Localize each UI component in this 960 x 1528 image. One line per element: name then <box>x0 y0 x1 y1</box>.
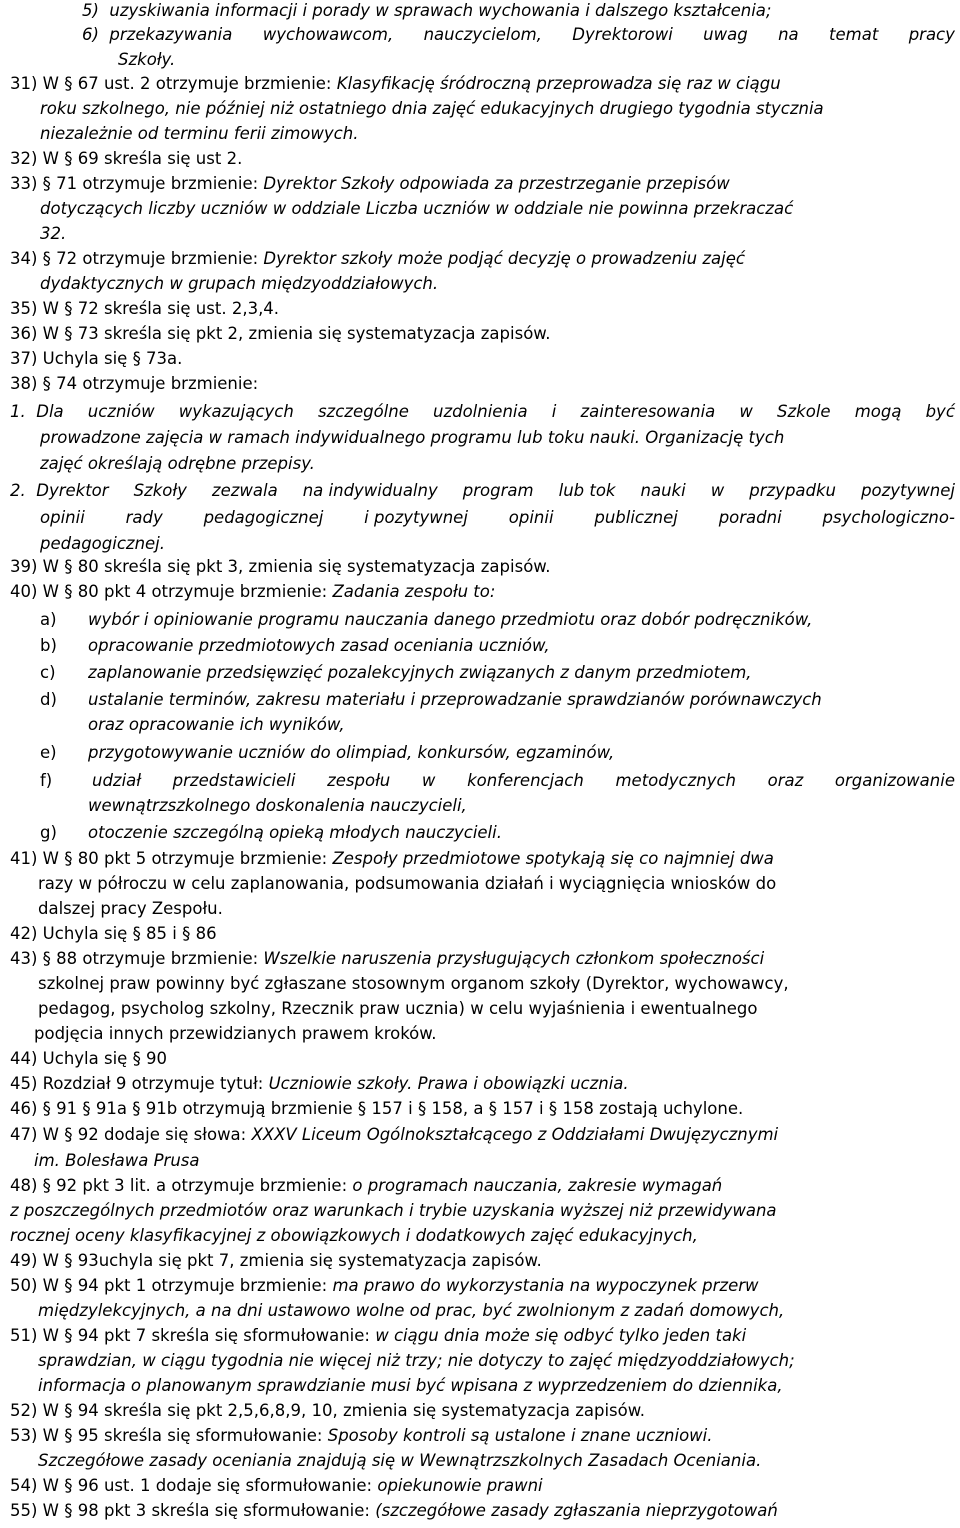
text: Szczegółowe zasady oceniania znajdują się w Wewnątrzszkolnych Zasadach Oceniania. <box>38 1451 762 1470</box>
line <box>10 1325 746 1347</box>
text: opracowanie przedmiotowych zasad oceniania uczniów, <box>88 636 550 655</box>
text: Szkoły <box>133 481 187 500</box>
text: 1. Dla <box>10 402 64 421</box>
text: ustalanie terminów, zakresu materiału i przeprowadzanie sprawdzianów porównawczych <box>88 690 822 709</box>
text: wewnątrzszkolnego doskonalenia nauczycieli, <box>88 796 467 815</box>
text: 2. Dyrektor <box>10 481 109 500</box>
text: udział <box>92 771 142 790</box>
list-item <box>40 770 955 792</box>
text: Szkole <box>777 402 831 421</box>
line <box>118 49 175 71</box>
line <box>10 348 182 370</box>
text: 35) W § 72 skreśla się ust. 2,3,4. <box>10 299 280 318</box>
text: pedagogicznej. <box>40 534 166 553</box>
text: 39) W § 80 skreśla się pkt 3, zmienia się systematyzacja zapisów. <box>10 557 551 576</box>
line <box>10 323 551 345</box>
text: na indywidualny <box>302 481 438 500</box>
line <box>38 1300 784 1322</box>
text: 42) Uchyla się § 85 i § 86 <box>10 924 217 943</box>
text: Szkoły. <box>118 50 176 69</box>
text: 40) W § 80 pkt 4 otrzymuje brzmienie: <box>10 582 333 601</box>
line <box>88 795 467 817</box>
text: w ciągu dnia może się odbyć tylko jeden taki <box>375 1326 747 1345</box>
line <box>10 1475 543 1497</box>
line <box>10 173 730 195</box>
text: rady <box>125 508 163 527</box>
text: wybór i opiniowanie programu nauczania danego przedmiotu oraz dobór podręczników, <box>88 610 813 629</box>
text: uwag <box>703 25 748 44</box>
line <box>10 298 279 320</box>
line <box>38 998 757 1020</box>
text: prowadzone zajęcia w ramach indywidualnego programu lub toku nauki. Organizację tych <box>40 428 785 447</box>
text: zezwala <box>211 481 278 500</box>
text: wychowawcom, <box>262 25 394 44</box>
text: 50) W § 94 pkt 1 otrzymuje brzmienie: <box>10 1276 333 1295</box>
line <box>10 1275 759 1297</box>
text: być <box>925 402 955 421</box>
text: o programach nauczania, zakresie wymagań <box>352 1176 723 1195</box>
line <box>10 1200 777 1222</box>
text: przedstawicieli <box>172 771 296 790</box>
line <box>34 1023 437 1045</box>
text: z poszczególnych przedmiotów oraz warunkach i trybie uzyskania wyższej niż przewidywana <box>10 1201 777 1220</box>
text: sprawdzian, w ciągu tygodnia nie więcej niż trzy; nie dotyczy to zajęć międzyoddziałowych; <box>38 1351 795 1370</box>
line <box>40 427 784 449</box>
line <box>10 1124 778 1146</box>
text: poradni <box>718 508 782 527</box>
text: opiekunowie prawni <box>377 1476 543 1495</box>
text: zespołu <box>327 771 391 790</box>
text: 46) § 91 § 91a § 91b otrzymują brzmienie § 157 i § 158, a § 157 i § 158 zostają uchylone. <box>10 1099 744 1118</box>
list-marker: e) <box>40 743 57 762</box>
text: Klasyfikację śródroczną przeprowadza się raz w ciągu <box>336 74 781 93</box>
text: konferencjach <box>467 771 584 790</box>
list-marker: c) <box>40 663 56 682</box>
text: dydaktycznych w grupach międzyoddziałowych. <box>40 274 439 293</box>
text: Zespoły przedmiotowe spotykają się co najmniej dwa <box>332 849 774 868</box>
line <box>10 923 217 945</box>
text: 6) przekazywania <box>82 25 233 44</box>
line <box>40 273 438 295</box>
line <box>88 714 345 736</box>
line <box>38 1375 783 1397</box>
text: Wszelkie naruszenia przysługujących członkom społeczności <box>263 949 765 968</box>
text: 52) W § 94 skreśla się pkt 2,5,6,8,9, 10, zmienia się systematyzacja zapisów. <box>10 1401 645 1420</box>
line <box>10 1425 713 1447</box>
line <box>10 73 781 95</box>
line <box>10 248 745 270</box>
text: na <box>778 25 799 44</box>
text: i <box>551 402 557 421</box>
text: pedagogicznej <box>203 508 324 527</box>
line <box>10 948 764 970</box>
line <box>40 223 66 245</box>
text: 34) § 72 otrzymuje brzmienie: <box>10 249 264 268</box>
line <box>10 1073 629 1095</box>
text: nauczycielom, <box>423 25 542 44</box>
text: rocznej oceny klasyfikacyjnej z obowiązkowych i dodatkowych zajęć edukacyjnych, <box>10 1226 698 1245</box>
text: roku szkolnego, nie później niż ostatniego dnia zajęć edukacyjnych drugiego tygodnia stycznia <box>40 99 824 118</box>
text: pozytywnej <box>861 481 955 500</box>
text: 51) W § 94 pkt 7 skreśla się sformułowanie: <box>10 1326 376 1345</box>
text: organizowanie <box>834 771 955 790</box>
line <box>38 873 776 895</box>
text: pedagog, psycholog szkolny, Rzecznik praw ucznia) w celu wyjaśnienia i ewentualnego <box>38 999 758 1018</box>
text: 33) § 71 otrzymuje brzmienie: <box>10 174 264 193</box>
text: 41) W § 80 pkt 5 otrzymuje brzmienie: <box>10 849 333 868</box>
text: Zadania zespołu to: <box>332 582 496 601</box>
list-marker: f) <box>40 771 53 790</box>
line <box>40 123 358 145</box>
text: niezależnie od terminu ferii zimowych. <box>40 124 359 143</box>
text: 32) W § 69 skreśla się ust 2. <box>10 149 243 168</box>
line <box>34 1150 200 1172</box>
text: 5) uzyskiwania informacji i porady w sprawach wychowania i dalszego kształcenia; <box>82 1 772 20</box>
text: oraz <box>767 771 804 790</box>
text: zajęć określają odrębne przepisy. <box>40 454 315 473</box>
text: metodycznych <box>615 771 736 790</box>
text: wykazujących <box>178 402 294 421</box>
text: lub tok <box>558 481 616 500</box>
line <box>38 973 789 995</box>
text: szkolnej praw powinny być zgłaszane stosownym organom szkoły (Dyrektor, wychowawcy, <box>38 974 789 993</box>
text: temat <box>829 25 879 44</box>
text: Dyrektorowi <box>572 25 673 44</box>
text: przypadku <box>749 481 837 500</box>
line <box>10 373 258 395</box>
line <box>10 1500 778 1522</box>
line <box>38 1350 795 1372</box>
text: Uczniowie szkoły. Prawa i obowiązki ucznia. <box>268 1074 629 1093</box>
text: 54) W § 96 ust. 1 dodaje się sformułowanie: <box>10 1476 378 1495</box>
text: i pozytywnej <box>364 508 468 527</box>
text: Dyrektor szkoły może podjąć decyzję o prowadzeniu zajęć <box>263 249 745 268</box>
text: 55) W § 98 pkt 3 skreśla się sformułowanie: <box>10 1501 376 1520</box>
line <box>10 401 955 423</box>
text: zainteresowania <box>580 402 716 421</box>
text: 44) Uchyla się § 90 <box>10 1049 168 1068</box>
text: oraz opracowanie ich wyników, <box>88 715 345 734</box>
text: pracy <box>908 25 955 44</box>
text: mogą <box>854 402 902 421</box>
text: 49) W § 93uchyla się pkt 7, zmienia się systematyzacja zapisów. <box>10 1251 542 1270</box>
text: 43) § 88 otrzymuje brzmienie: <box>10 949 264 968</box>
text: uzdolnienia <box>432 402 528 421</box>
text: 37) Uchyla się § 73a. <box>10 349 183 368</box>
text: w <box>739 402 753 421</box>
text: otoczenie szczególną opieką młodych nauczycieli. <box>88 823 502 842</box>
text: podjęcia innych przewidzianych prawem kroków. <box>34 1024 437 1043</box>
text: 45) Rozdział 9 otrzymuje tytuł: <box>10 1074 269 1093</box>
line <box>10 848 774 870</box>
text: międzylekcyjnych, a na dni ustawowo wolne od prac, być zwolnionym z zadań domowych, <box>38 1301 785 1320</box>
text: 31) W § 67 ust. 2 otrzymuje brzmienie: <box>10 74 337 93</box>
line <box>10 1175 722 1197</box>
text: 53) W § 95 skreśla się sformułowanie: <box>10 1426 328 1445</box>
text: opinii <box>40 508 85 527</box>
line <box>40 453 315 475</box>
text: w <box>421 771 436 790</box>
list-marker: d) <box>40 690 57 709</box>
line <box>10 556 551 578</box>
line <box>40 507 955 529</box>
line <box>82 0 771 22</box>
list-marker: g) <box>40 823 57 842</box>
text: 47) W § 92 dodaje się słowa: <box>10 1125 252 1144</box>
text: XXXV Liceum Ogólnokształcącego z Oddziałami Dwujęzycznymi <box>251 1125 779 1144</box>
text: szczególne <box>317 402 409 421</box>
text: zaplanowanie przedsięwzięć pozalekcyjnych związanych z danym przedmiotem, <box>88 663 752 682</box>
line <box>10 1225 698 1247</box>
line <box>82 24 955 46</box>
text: nauki <box>640 481 686 500</box>
line <box>38 898 223 920</box>
text: opinii <box>508 508 554 527</box>
text: 38) § 74 otrzymuje brzmienie: <box>10 374 259 393</box>
text: program <box>462 481 534 500</box>
text: przygotowywanie uczniów do olimpiad, konkursów, egzaminów, <box>88 743 615 762</box>
text: 36) W § 73 skreśla się pkt 2, zmienia się systematyzacja zapisów. <box>10 324 551 343</box>
text: w <box>710 481 725 500</box>
list-marker: b) <box>40 636 57 655</box>
text: 48) § 92 pkt 3 lit. a otrzymuje brzmienie: <box>10 1176 353 1195</box>
text: uczniów <box>87 402 155 421</box>
line <box>40 533 165 555</box>
line <box>10 1098 743 1120</box>
text: informacja o planowanym sprawdzianie musi być wpisana z wyprzedzeniem do dziennika, <box>38 1376 783 1395</box>
list-item-text <box>92 770 955 792</box>
text: psychologiczno- <box>822 508 955 527</box>
text: dotyczących liczby uczniów w oddziale Liczba uczniów w oddziale nie powinna przekraczać <box>40 199 794 218</box>
line <box>40 98 824 120</box>
list-marker: a) <box>40 610 57 629</box>
line <box>10 1400 645 1422</box>
text: (szczegółowe zasady zgłaszania nieprzygotowań <box>375 1501 778 1520</box>
text: razy w półroczu w celu zaplanowania, podsumowania działań i wyciągnięcia wniosków do <box>38 874 777 893</box>
text: Sposoby kontroli są ustalone i znane uczniowi. <box>327 1426 713 1445</box>
line <box>10 480 955 502</box>
text: im. Bolesława Prusa <box>34 1151 200 1170</box>
line <box>10 1048 167 1070</box>
line <box>38 1450 761 1472</box>
line <box>10 148 242 170</box>
text: ma prawo do wykorzystania na wypoczynek przerw <box>332 1276 759 1295</box>
text: 32. <box>40 224 67 243</box>
line <box>10 581 495 603</box>
text: Dyrektor Szkoły odpowiada za przestrzeganie przepisów <box>263 174 730 193</box>
line <box>40 198 793 220</box>
text: publicznej <box>594 508 678 527</box>
line <box>10 1250 542 1272</box>
text: dalszej pracy Zespołu. <box>38 899 223 918</box>
